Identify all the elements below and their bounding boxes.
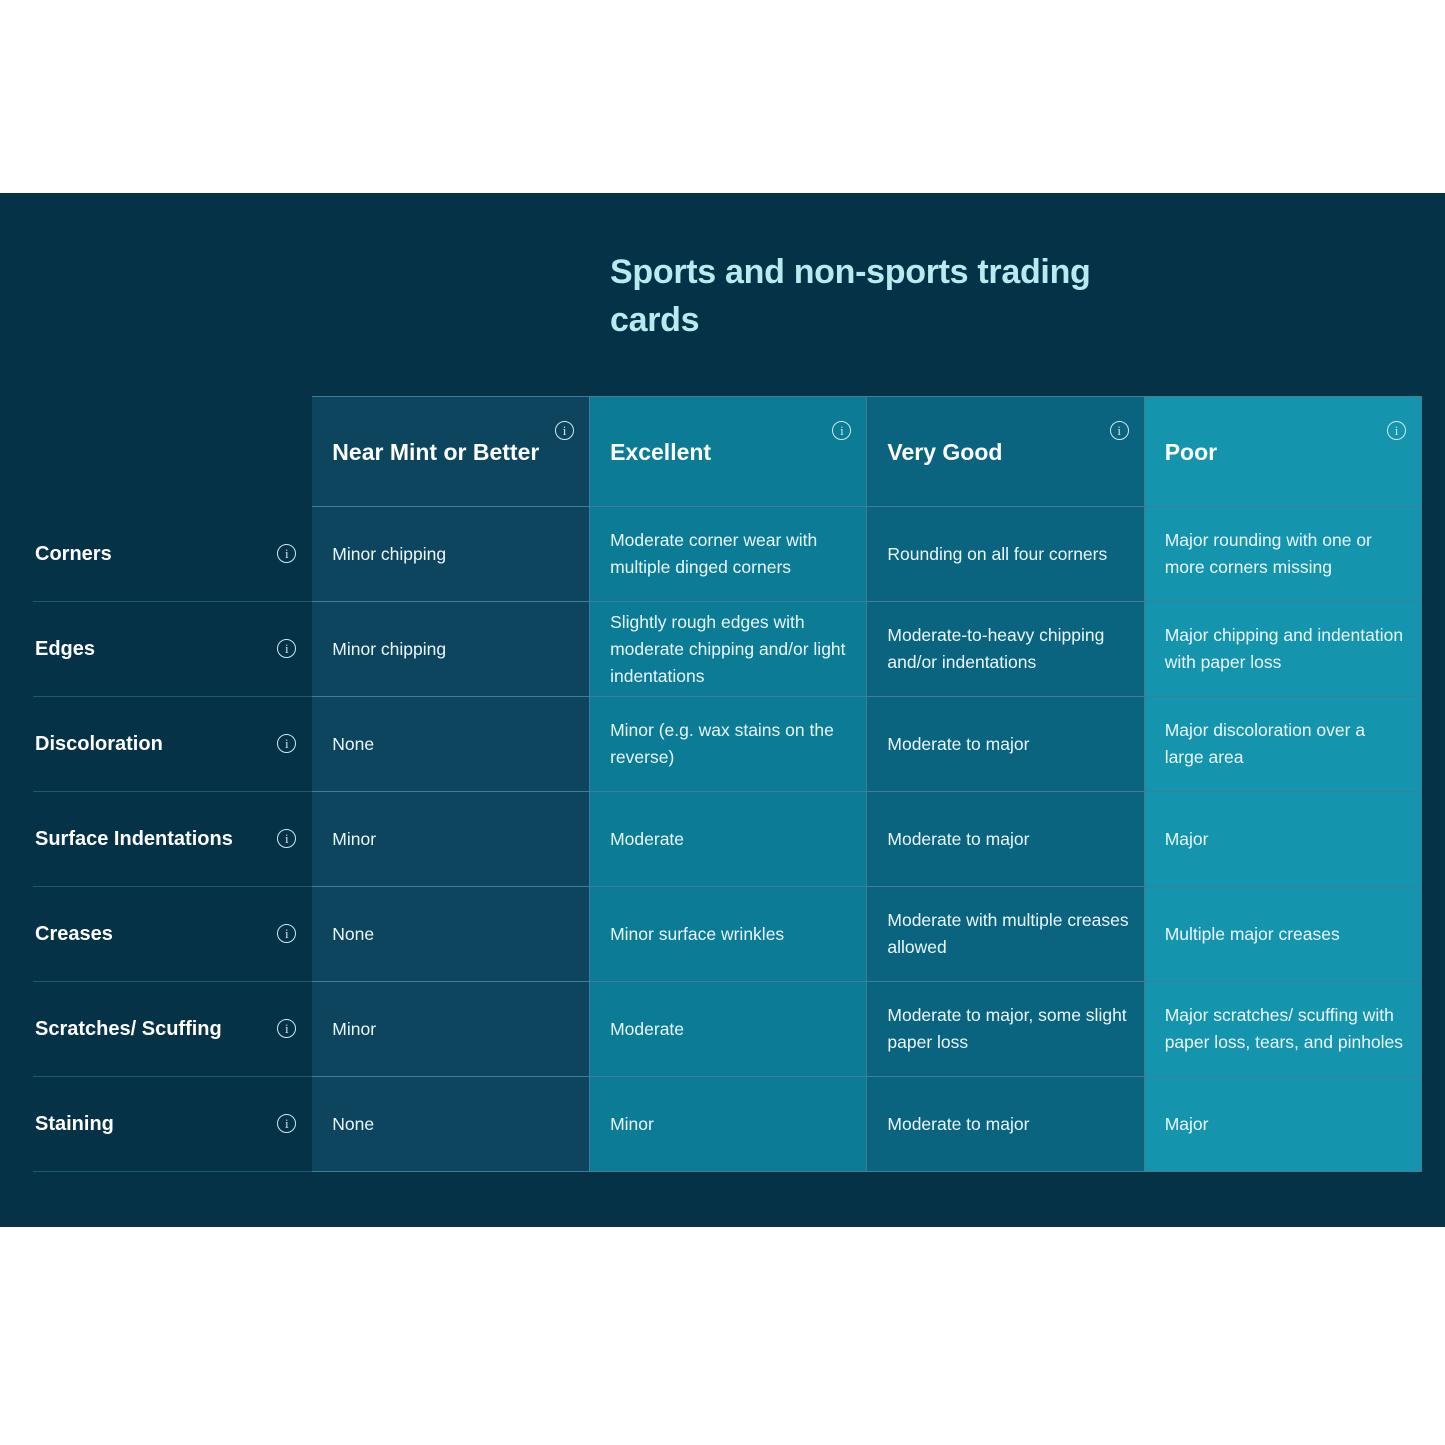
- table-row: [33, 792, 1422, 887]
- row-header-corners[interactable]: [33, 507, 312, 602]
- info-icon[interactable]: i: [832, 421, 851, 440]
- table-corner-cell: [33, 397, 312, 507]
- table-row: [33, 602, 1422, 697]
- cell-text: Major rounding with one or more corners missing: [1164, 530, 1372, 577]
- info-icon[interactable]: i: [277, 639, 296, 658]
- cell-scratches-excellent: [590, 982, 867, 1077]
- cell-text: Moderate to major: [887, 1113, 1030, 1134]
- cell-text: Major: [1164, 1113, 1209, 1134]
- cell-text: Minor chipping: [332, 638, 447, 659]
- cell-staining-very-good: [867, 1077, 1144, 1172]
- row-header-label: Staining: [35, 1113, 114, 1135]
- table-header: [33, 397, 1422, 507]
- row-header-label: Edges: [35, 638, 96, 660]
- info-icon[interactable]: i: [555, 421, 574, 440]
- table-row: [33, 982, 1422, 1077]
- column-header-label: Poor: [1164, 438, 1218, 465]
- cell-text: Minor surface wrinkles: [610, 923, 785, 944]
- cell-corners-excellent: [590, 507, 867, 602]
- cell-text: Moderate with multiple creases allowed: [887, 910, 1129, 957]
- info-icon[interactable]: i: [277, 734, 296, 753]
- info-icon[interactable]: i: [1110, 421, 1129, 440]
- condition-grid-panel: [0, 193, 1445, 1227]
- cell-text: Minor: [332, 1018, 377, 1039]
- cell-text: Moderate to major, some slight paper loss: [887, 1005, 1127, 1052]
- table-row: [33, 697, 1422, 792]
- column-header-label: Near Mint or Better: [332, 438, 540, 465]
- cell-text: None: [332, 733, 375, 754]
- cell-text: None: [332, 923, 375, 944]
- column-header-label: Excellent: [610, 438, 712, 465]
- cell-text: Major scratches/ scuffing with paper loss, tears, and pinholes: [1164, 1005, 1404, 1052]
- cell-creases-near-mint: [312, 887, 589, 982]
- cell-edges-very-good: [867, 602, 1144, 697]
- row-header-label: Scratches/ Scuffing: [35, 1018, 222, 1040]
- cell-text: Moderate: [610, 828, 685, 849]
- row-header-creases[interactable]: [33, 887, 312, 982]
- cell-discoloration-poor: [1144, 697, 1421, 792]
- info-icon[interactable]: i: [277, 544, 296, 563]
- condition-matrix: [33, 396, 1422, 1172]
- cell-text: Rounding on all four corners: [887, 543, 1108, 564]
- cell-surface-poor: [1144, 792, 1421, 887]
- cell-corners-very-good: [867, 507, 1144, 602]
- cell-staining-excellent: [590, 1077, 867, 1172]
- cell-text: Minor chipping: [332, 543, 447, 564]
- page-title: Sports and non-sports trading cards: [610, 253, 1091, 339]
- info-icon[interactable]: i: [1387, 421, 1406, 440]
- cell-text: Minor: [610, 1113, 654, 1134]
- info-icon[interactable]: i: [277, 1019, 296, 1038]
- cell-text: None: [332, 1113, 375, 1134]
- cell-staining-near-mint: [312, 1077, 589, 1172]
- table-row: [33, 887, 1422, 982]
- table-row: [33, 507, 1422, 602]
- column-header-label: Very Good: [887, 438, 1003, 465]
- cell-discoloration-excellent: [590, 697, 867, 792]
- row-header-label: Creases: [35, 923, 113, 945]
- row-header-discoloration[interactable]: [33, 697, 312, 792]
- condition-table: [33, 396, 1422, 1172]
- cell-corners-poor: [1144, 507, 1421, 602]
- cell-text: Moderate corner wear with multiple dinged corners: [610, 530, 818, 577]
- cell-text: Moderate to major: [887, 733, 1030, 754]
- info-icon[interactable]: i: [277, 829, 296, 848]
- cell-scratches-very-good: [867, 982, 1144, 1077]
- cell-text: Major discoloration over a large area: [1164, 720, 1366, 767]
- cell-corners-near-mint: [312, 507, 589, 602]
- cell-edges-near-mint: [312, 602, 589, 697]
- cell-creases-very-good: [867, 887, 1144, 982]
- column-header-very-good[interactable]: [867, 397, 1144, 507]
- column-header-excellent[interactable]: [590, 397, 867, 507]
- row-header-label: Surface Indentations: [35, 828, 233, 850]
- cell-edges-excellent: [590, 602, 867, 697]
- column-header-poor[interactable]: [1144, 397, 1421, 507]
- cell-text: Major chipping and indentation with paper loss: [1164, 625, 1404, 672]
- cell-surface-excellent: [590, 792, 867, 887]
- info-icon[interactable]: i: [277, 924, 296, 943]
- row-header-staining[interactable]: [33, 1077, 312, 1172]
- cell-scratches-near-mint: [312, 982, 589, 1077]
- row-header-label: Discoloration: [35, 733, 163, 755]
- cell-discoloration-very-good: [867, 697, 1144, 792]
- table-row: [33, 1077, 1422, 1172]
- row-header-surface-indentations[interactable]: [33, 792, 312, 887]
- cell-scratches-poor: [1144, 982, 1421, 1077]
- row-header-scratches-scuffing[interactable]: [33, 982, 312, 1077]
- cell-creases-excellent: [590, 887, 867, 982]
- cell-surface-near-mint: [312, 792, 589, 887]
- cell-staining-poor: [1144, 1077, 1421, 1172]
- cell-edges-poor: [1144, 602, 1421, 697]
- cell-text: Slightly rough edges with moderate chipping and/or light indentations: [610, 611, 846, 686]
- table-header-row: [33, 397, 1422, 507]
- cell-text: Minor (e.g. wax stains on the reverse): [610, 720, 834, 767]
- info-icon[interactable]: i: [277, 1114, 296, 1133]
- column-header-near-mint[interactable]: [312, 397, 589, 507]
- cell-surface-very-good: [867, 792, 1144, 887]
- cell-text: Moderate: [610, 1018, 685, 1039]
- table-body: [33, 507, 1422, 1172]
- cell-discoloration-near-mint: [312, 697, 589, 792]
- cell-creases-poor: [1144, 887, 1421, 982]
- cell-text: Multiple major creases: [1164, 923, 1340, 944]
- cell-text: Moderate-to-heavy chipping and/or indentations: [887, 625, 1105, 672]
- cell-text: Moderate to major: [887, 828, 1030, 849]
- cell-text: Major: [1164, 828, 1209, 849]
- row-header-label: Corners: [35, 542, 112, 565]
- row-header-edges[interactable]: [33, 602, 312, 697]
- cell-text: Minor: [332, 828, 377, 849]
